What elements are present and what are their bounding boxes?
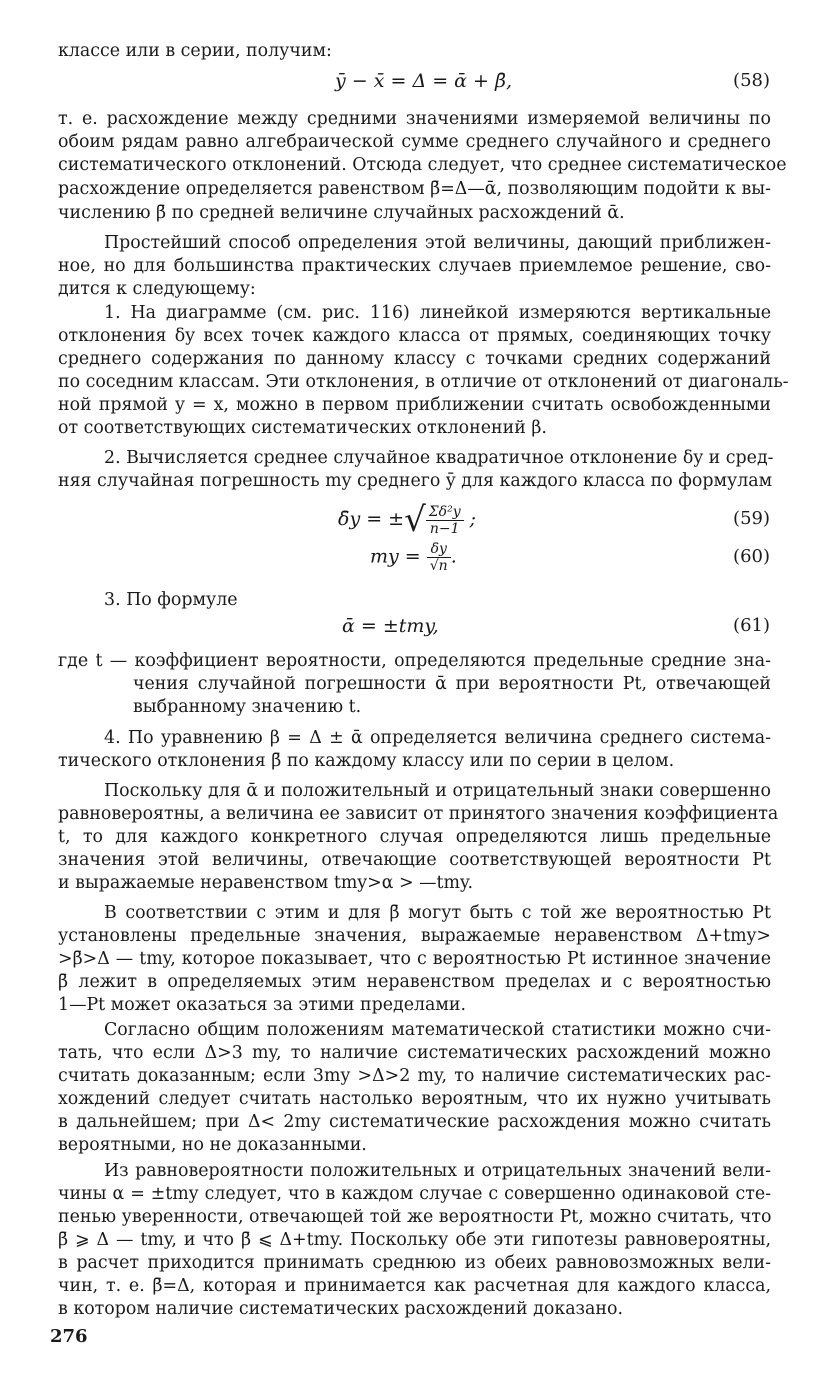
- text-line: т. е. расхождение между средними значениями измеряемой величины по: [58, 109, 771, 129]
- text-line: в котором наличие систематических расхождений доказано.: [58, 1299, 624, 1319]
- equation-60-numerator: δ̄y: [427, 541, 451, 558]
- text-line: t, то для каждого конкретного случая определяются лишь предельные: [58, 827, 771, 847]
- text-line: расхождение определяется равенством β̄=Δ—ᾱ, позволяющим подойти к вы-: [58, 179, 771, 199]
- text-line: обоим рядам равно алгебраической сумме среднего случайного и среднего: [58, 132, 771, 152]
- page-number: 276: [50, 1326, 88, 1347]
- text-line: ной прямой y = x, можно в первом приближении считать освобожденными: [58, 395, 771, 415]
- text-line: считать доказанным; если 3my >Δ>2 my, то наличие систематических рас-: [58, 1066, 771, 1086]
- text-line: >β̄>Δ — tmy, которое показывает, что с вероятностью Pt истинное значение: [58, 949, 771, 969]
- equation-59-numerator: Σδ²y: [426, 504, 464, 521]
- text-line: чения случайной погрешности ᾱ при вероятности Pt, отвечающей: [133, 674, 771, 694]
- text-line: значения этой величины, отвечающие соответствующей вероятности Pt: [58, 850, 771, 870]
- equation-58: ȳ − x̄ = Δ = ᾱ + β̄,: [335, 70, 513, 92]
- equation-59-denominator: n−1: [429, 520, 460, 537]
- text-line: Поскольку для ᾱ и положительный и отрицательный знаки совершенно: [104, 781, 771, 801]
- text-line: няя случайная погрешность my среднего ȳ для каждого класса по формулам: [58, 471, 773, 491]
- text-line: в дальнейшем; при Δ< 2my систематические расхождения можно считать: [58, 1112, 771, 1132]
- equation-60: [370, 541, 457, 574]
- text-line: хождений следует считать настолько вероятным, что их нужно учитывать: [58, 1089, 771, 1109]
- text-line: по соседним классам. Эти отклонения, в отличие от отклонений от диагональ-: [58, 372, 789, 392]
- equation-59-tail: ;: [469, 508, 477, 530]
- equation-number-59: (59): [733, 508, 770, 529]
- equation-59: [338, 500, 476, 540]
- sqrt-sign: √: [404, 500, 426, 540]
- text-line: тать, что если Δ>3 my, то наличие систематических расхождений можно: [58, 1043, 771, 1063]
- text-line: 2. Вычисляется среднее случайное квадратичное отклонение δy и сред-: [104, 448, 774, 468]
- text-line: β̄ ⩾ Δ — tmy, и что β̄ ⩽ Δ+tmy. Поскольку обе эти гипотезы равновероятны,: [58, 1230, 771, 1250]
- text-line: классе или в серии, получим:: [58, 41, 332, 61]
- text-line: в расчет приходится принимать среднюю из обеих равновозможных вели-: [58, 1253, 771, 1273]
- text-line: Простейший способ определения этой величины, дающий приближен-: [104, 233, 771, 253]
- text-line: 3. По формуле: [104, 590, 238, 610]
- text-line: Согласно общим положениям математической статистики можно счи-: [104, 1020, 771, 1040]
- equation-59-fraction: [426, 504, 464, 537]
- text-line: 1. На диаграмме (см. рис. 116) линейкой измеряются вертикальные: [104, 303, 771, 323]
- equation-60-tail: .: [450, 545, 457, 568]
- text-line: выбранному значению t.: [133, 697, 362, 717]
- text-line: отклонения δy всех точек каждого класса от прямых, соединяющих точку: [58, 326, 771, 346]
- equation-61: ᾱ = ±tmy,: [342, 615, 439, 637]
- equation-number-60: (60): [733, 546, 770, 567]
- equation-60-lhs: my =: [370, 545, 421, 568]
- text-line: от соответствующих систематических отклонений β.: [58, 418, 547, 438]
- text-line: ное, но для большинства практических случаев приемлемое решение, сво-: [58, 256, 771, 276]
- text-line: β̄ лежит в определяемых этим неравенством пределах и с вероятностью: [58, 972, 771, 992]
- text-line: где t — коэффициент вероятности, определяются предельные средние зна-: [58, 651, 771, 671]
- text-line: среднего содержания по данному классу с точками средних содержаний: [58, 349, 771, 369]
- text-line: Из равновероятности положительных и отрицательных значений вели-: [104, 1161, 771, 1181]
- equation-59-lhs: δ̄y = ±: [338, 508, 405, 530]
- text-line: систематического отклонений. Отсюда следует, что среднее систематическое: [58, 155, 787, 175]
- text-line: 4. По уравнению β = Δ ± ᾱ определяется величина среднего система-: [104, 728, 771, 748]
- text-line: 1—Pt может оказаться за этими пределами.: [58, 995, 467, 1015]
- equation-60-fraction: [427, 541, 451, 574]
- text-line: числению β̄ по средней величине случайных расхождений ᾱ.: [58, 203, 625, 223]
- text-line: вероятными, но не доказанными.: [58, 1135, 367, 1155]
- text-line: пенью уверенности, отвечающей той же вероятности Pt, можно считать, что: [58, 1207, 772, 1227]
- text-line: чин, т. е. β̄=Δ, которая и принимается как расчетная для каждого класса,: [58, 1276, 771, 1296]
- text-line: дится к следующему:: [58, 279, 256, 299]
- text-line: установлены предельные значения, выражаемые неравенством Δ+tmy>: [58, 926, 771, 946]
- text-line: равновероятны, а величина ее зависит от принятого значения коэффициента: [58, 804, 779, 824]
- equation-number-61: (61): [733, 615, 770, 636]
- text-line: В соответствии с этим и для β̄ могут быть с той же вероятностью Pt: [104, 903, 771, 923]
- equation-number-58: (58): [733, 70, 770, 91]
- text-line: тического отклонения β̄ по каждому классу или по серии в целом.: [58, 751, 675, 771]
- text-line: и выражаемые неравенством tmy>α > —tmy.: [58, 873, 473, 893]
- equation-60-denominator: √n: [429, 558, 448, 574]
- text-line: чины α = ±tmy следует, что в каждом случае с совершенно одинаковой сте-: [58, 1184, 771, 1204]
